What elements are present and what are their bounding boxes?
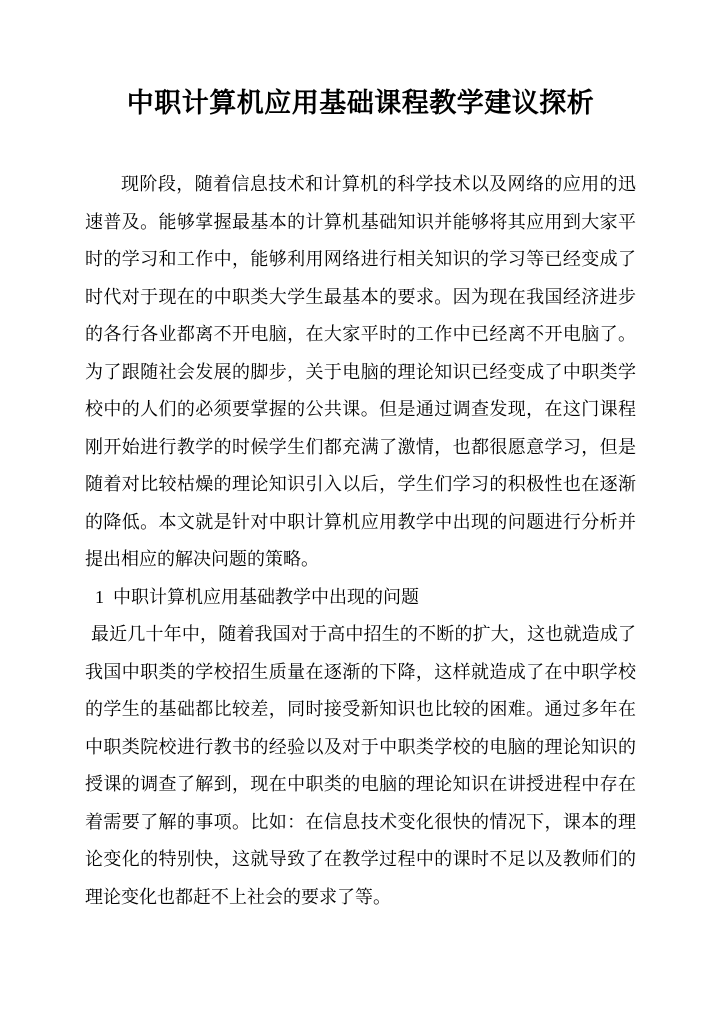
section1-heading <box>85 579 636 617</box>
section1-heading-number: 1 <box>95 586 104 607</box>
document-title: 中职计算机应用基础课程教学建议探析 <box>126 88 595 118</box>
intro-paragraph: 现阶段，随着信息技术和计算机的科学技术以及网络的应用的迅速普及。能够掌握最基本的计算机基础知识并能够将其应用到大家平时的学习和工作中，能够利用网络进行相关知识的学习等已经变成了时代对于现在的中职类大学生最基本的要求。因为现在我国经济进步的各行各业都离不开电脑，在大家平时的工作中已经离不开电脑了。为了跟随社会发展的脚步，关于电脑的理论知识已经变成了中职类学校中的人们的必须要掌握的公共课。但是通过调查发现，在这门课程刚开始进行教学的时候学生们都充满了激情，也都很愿意学习，但是随着对比较枯燥的理论知识引入以后，学生们学习的积极性也在逐渐的降低。本文就是针对中职计算机应用教学中出现的问题进行分析并提出相应的解决问题的策略。 <box>85 174 636 569</box>
section1-paragraph: 最近几十年中，随着我国对于高中招生的不断的扩大，这也就造成了我国中职类的学校招生质量在逐渐的下降，这样就造成了在中职学校的学生的基础都比较差，同时接受新知识也比较的困难。通过多年在中职类院校进行教书的经验以及对于中职类学校的电脑的理论知识的授课的调查了解到，现在中职类的电脑的理论知识在讲授进程中存在着需要了解的事项。比如：在信息技术变化很快的情况下，课本的理论变化的特别快，这就导致了在教学过程中的课时不足以及教师们的理论变化也都赶不上社会的要求了等。 <box>85 624 636 907</box>
document-body <box>85 166 636 916</box>
section1-heading-text: 中职计算机应用基础教学中出现的问题 <box>113 586 419 607</box>
